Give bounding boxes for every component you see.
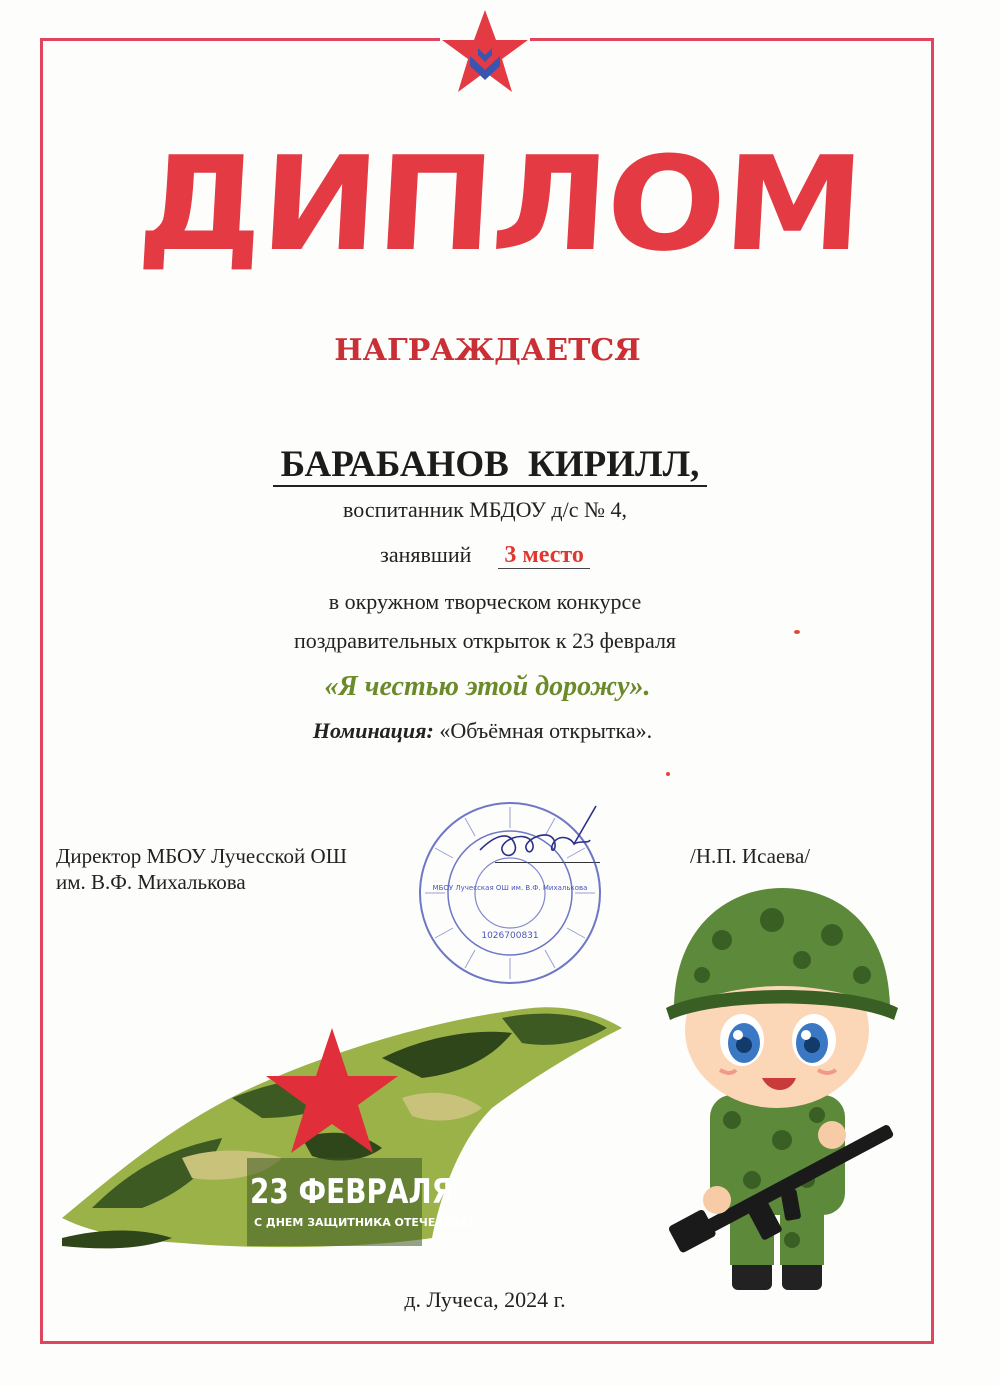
recipient-name <box>0 443 980 486</box>
signer-title-line-2: им. В.Ф. Михалькова <box>56 870 246 894</box>
certificate-title: ДИПЛОМ <box>134 128 866 280</box>
recipient-name-text: БАРАБАНОВ КИРИЛЛ, <box>273 444 708 487</box>
soldier-illustration <box>632 880 932 1310</box>
signer-name: /Н.П. Исаева/ <box>690 844 811 868</box>
pupil-of-line: воспитанник МБДОУ д/с № 4, <box>343 497 627 522</box>
nomination-label: Номинация: <box>312 718 434 743</box>
place-and-year: д. Лучеса, 2024 г. <box>404 1287 566 1312</box>
signer-title-line-1: Директор МБОУ Лучесской ОШ <box>56 844 347 868</box>
army-star-icon <box>440 8 530 96</box>
stamp-ogrn: 1026700831 <box>481 931 539 941</box>
banner-subtitle: С ДНЕМ ЗАЩИТНИКА ОТЕЧЕСТВА! <box>254 1216 473 1229</box>
awarded-label: НАГРАЖДАЕТСЯ <box>334 333 641 368</box>
place-prefix: занявший <box>380 542 472 567</box>
ink-speck <box>794 630 800 634</box>
place-line <box>0 542 970 569</box>
contest-line-1: в окружном творческом конкурсе <box>328 589 642 614</box>
ink-speck <box>666 772 670 776</box>
nomination-line <box>0 718 965 744</box>
nomination-value: «Объёмная открытка». <box>433 718 653 743</box>
handwritten-signature <box>470 800 610 880</box>
stamp-center-text: МБОУ Лучесская ОШ им. В.Ф. Михалькова <box>432 884 588 892</box>
banner-title: 23 ФЕВРАЛЯ <box>250 1172 454 1212</box>
contest-name: «Я честью этой дорожу». <box>324 671 651 702</box>
place-value: 3 место <box>498 542 589 569</box>
contest-line-2: поздравительных открыток к 23 февраля <box>293 628 677 653</box>
